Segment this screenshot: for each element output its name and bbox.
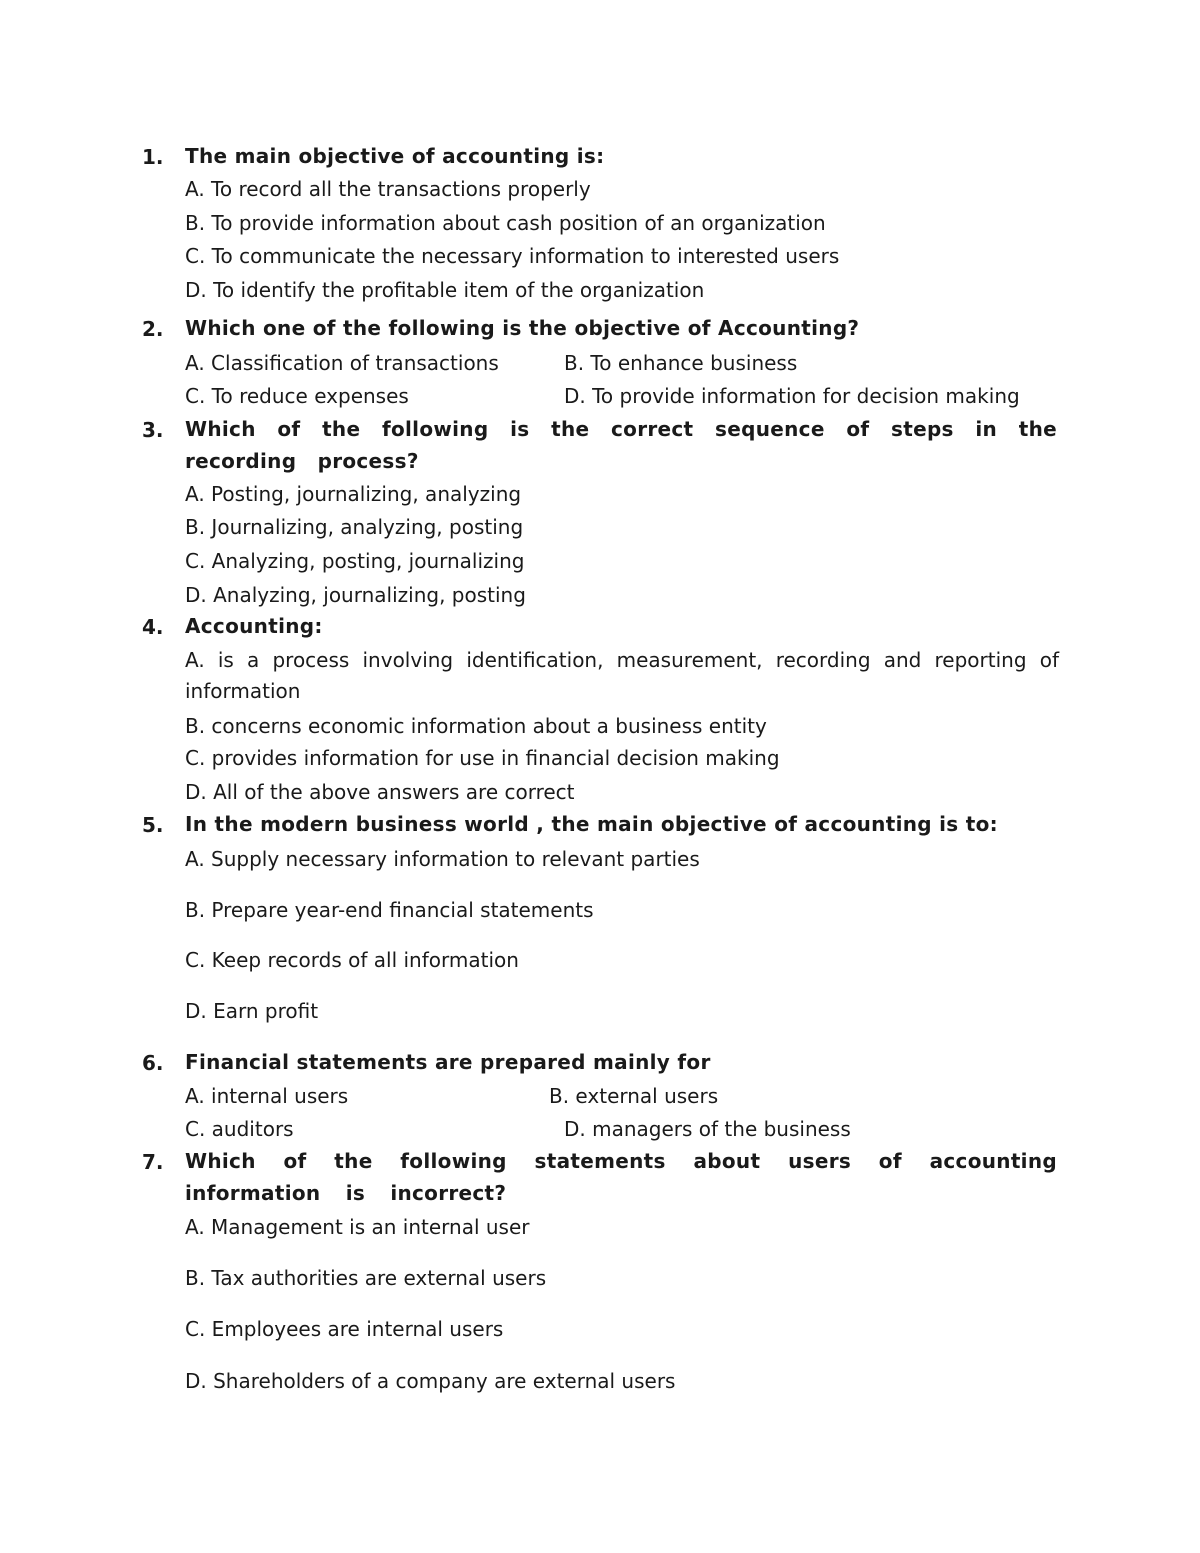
question-text: Financial statements are prepared mainly for bbox=[185, 1050, 711, 1074]
option-d: D. All of the above answers are correct bbox=[185, 780, 575, 804]
option-b: B. To enhance business bbox=[564, 351, 798, 375]
question-text: Which of the following statements about users of accounting information is incorrect? bbox=[185, 1149, 1057, 1205]
option-c: C. Employees are internal users bbox=[185, 1317, 504, 1341]
option-a: A. Supply necessary information to relevant parties bbox=[185, 847, 700, 871]
question-text: Which one of the following is the objective of Accounting? bbox=[185, 316, 860, 340]
option-b: B. external users bbox=[549, 1084, 719, 1108]
question-number: 7. bbox=[142, 1150, 164, 1174]
question-number: 3. bbox=[142, 418, 164, 442]
option-a: A. Posting, journalizing, analyzing bbox=[185, 482, 522, 506]
option-a: A. Management is an internal user bbox=[185, 1215, 530, 1239]
question-text: Accounting: bbox=[185, 614, 323, 638]
option-c: C. provides information for use in financial decision making bbox=[185, 746, 780, 770]
option-d: D. managers of the business bbox=[564, 1117, 851, 1141]
option-b: B. Prepare year-end financial statements bbox=[185, 898, 594, 922]
option-d: D. To identify the profitable item of the organization bbox=[185, 278, 705, 302]
option-c: C. To communicate the necessary information to interested users bbox=[185, 244, 840, 268]
question-number: 2. bbox=[142, 317, 164, 341]
question-text: The main objective of accounting is: bbox=[185, 144, 605, 168]
option-b: B. concerns economic information about a business entity bbox=[185, 714, 767, 738]
option-a: A. Classification of transactions bbox=[185, 351, 499, 375]
option-c: C. auditors bbox=[185, 1117, 294, 1141]
option-b: B. Journalizing, analyzing, posting bbox=[185, 515, 524, 539]
option-d: D. Earn profit bbox=[185, 999, 319, 1023]
question-number: 1. bbox=[142, 145, 164, 169]
question-number: 6. bbox=[142, 1051, 164, 1075]
option-d: D. Shareholders of a company are external users bbox=[185, 1369, 676, 1393]
option-d: D. To provide information for decision making bbox=[564, 384, 1020, 408]
question-number: 5. bbox=[142, 813, 164, 837]
option-b: B. Tax authorities are external users bbox=[185, 1266, 547, 1290]
option-c: C. Analyzing, posting, journalizing bbox=[185, 549, 525, 573]
option-b: B. To provide information about cash position of an organization bbox=[185, 211, 826, 235]
option-c: C. To reduce expenses bbox=[185, 384, 409, 408]
option-a: A. To record all the transactions properly bbox=[185, 177, 591, 201]
option-a: A. is a process involving identification, measurement, recording and reporting of information bbox=[185, 648, 1059, 703]
option-a: A. internal users bbox=[185, 1084, 349, 1108]
question-text: In the modern business world , the main objective of accounting is to: bbox=[185, 812, 998, 836]
question-text: Which of the following is the correct sequence of steps in the recording process? bbox=[185, 417, 1057, 473]
option-c: C. Keep records of all information bbox=[185, 948, 519, 972]
option-d: D. Analyzing, journalizing, posting bbox=[185, 583, 526, 607]
question-number: 4. bbox=[142, 615, 164, 639]
